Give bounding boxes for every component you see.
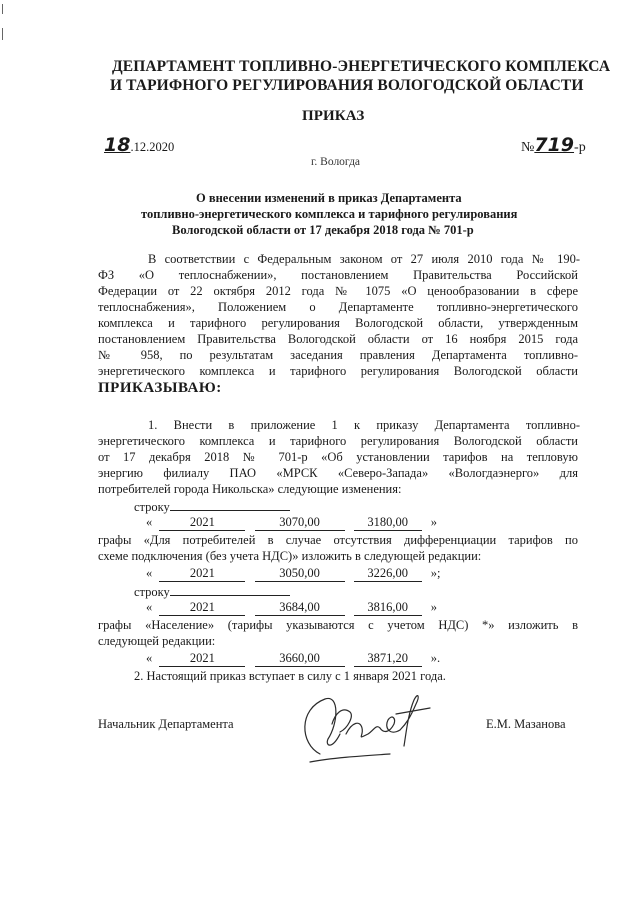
tariff-row xyxy=(146,600,437,616)
tariff-value: 3816,00 xyxy=(354,600,422,616)
number-prefix: № xyxy=(521,140,535,155)
city: г. Вологда xyxy=(311,156,361,168)
quote-close: » xyxy=(430,515,437,529)
preamble-line: Федерации от 22 октября 2012 года № 1075 «О ценообразовании в сфере xyxy=(98,284,578,298)
row-word xyxy=(134,584,290,600)
tariff-year: 2021 xyxy=(159,515,245,531)
document-type: ПРИКАЗ xyxy=(302,108,365,124)
item1-line: 1. Внести в приложение 1 к приказу Департамента топливно- xyxy=(148,418,580,432)
underline-blank xyxy=(170,584,290,596)
tariff-value: 3050,00 xyxy=(255,566,345,582)
row-word-text: строку xyxy=(134,500,170,514)
item1-line: энергетического комплекса и тарифного регулирования Вологодской области xyxy=(98,434,578,448)
item1-line: энергию филиалу ПАО «МРСК «Северо-Запада» «Вологдаэнерго» для xyxy=(98,466,578,480)
scan-margin-mark xyxy=(2,28,3,40)
quote-open: « xyxy=(146,515,153,529)
order-word: ПРИКАЗЫВАЮ: xyxy=(98,380,222,396)
row-word xyxy=(134,499,290,515)
preamble-line: теплоснабжения», Положением о Департаменте топливно-энергетического xyxy=(98,300,578,314)
tariff-year: 2021 xyxy=(159,600,245,616)
handwritten-signature xyxy=(280,684,460,774)
row-word-text: строку xyxy=(134,585,170,599)
tariff-row xyxy=(146,566,440,582)
number-handwritten: 719 xyxy=(534,134,575,156)
subject-line3: Вологодской области от 17 декабря 2018 года № 701-р xyxy=(172,223,474,237)
quote-close: » xyxy=(430,600,437,614)
tariff-value: 3871,20 xyxy=(354,651,422,667)
preamble-line: ФЗ «О теплоснабжении», постановлением Правительства Российской xyxy=(98,268,578,282)
document-number xyxy=(521,134,586,156)
tariff-year: 2021 xyxy=(159,566,245,582)
tariff-value: 3226,00 xyxy=(354,566,422,582)
item1-line: от 17 декабря 2018 № 701-р «Об установлении тарифов на тепловую xyxy=(98,450,578,464)
scan-margin-mark xyxy=(2,4,3,14)
preamble-line: В соответствии с Федеральным законом от 27 июля 2010 года № 190- xyxy=(148,252,580,266)
quote-close: »; xyxy=(430,566,441,580)
tariff-value: 3070,00 xyxy=(255,515,345,531)
quote-close: ». xyxy=(430,651,441,665)
preamble-line: постановлением Правительства Вологодской области от 16 ноября 2015 года xyxy=(98,332,578,346)
date-day-handwritten: 18 xyxy=(104,134,131,156)
preamble-line: комплекса и тарифного регулирования Вологодской области, утвержденным xyxy=(98,316,578,330)
quote-open: « xyxy=(146,651,153,665)
tariff-value: 3660,00 xyxy=(255,651,345,667)
quote-open: « xyxy=(146,600,153,614)
org-name-line1: ДЕПАРТАМЕНТ ТОПЛИВНО-ЭНЕРГЕТИЧЕСКОГО КОМПЛЕКСА xyxy=(112,58,611,75)
graph2-line: следующей редакции: xyxy=(98,634,216,648)
org-name-line2: И ТАРИФНОГО РЕГУЛИРОВАНИЯ ВОЛОГОДСКОЙ ОБЛАСТИ xyxy=(110,77,584,94)
quote-open: « xyxy=(146,566,153,580)
tariff-value: 3180,00 xyxy=(354,515,422,531)
subject-line1: О внесении изменений в приказ Департамента xyxy=(196,191,462,205)
item1-line: потребителей города Никольска» следующие изменения: xyxy=(98,482,402,496)
tariff-year: 2021 xyxy=(159,651,245,667)
graph2-line: графы «Население» (тарифы указываются с учетом НДС) *» изложить в xyxy=(98,618,578,632)
tariff-row xyxy=(146,515,437,531)
underline-blank xyxy=(170,499,290,511)
tariff-row xyxy=(146,651,440,667)
document-date xyxy=(104,134,174,156)
number-suffix: -р xyxy=(574,140,586,155)
signatory-name: Е.М. Мазанова xyxy=(486,717,566,731)
graph1-line: графы «Для потребителей в случае отсутствия дифференциации тарифов по xyxy=(98,533,578,547)
item2: 2. Настоящий приказ вступает в силу с 1 января 2021 года. xyxy=(134,669,446,683)
signature-position: Начальник Департамента xyxy=(98,717,234,731)
subject-line2: топливно-энергетического комплекса и тарифного регулирования xyxy=(141,207,518,221)
tariff-value: 3684,00 xyxy=(255,600,345,616)
date-rest: .12.2020 xyxy=(130,140,175,154)
preamble-line: энергетического комплекса и тарифного регулирования Вологодской области xyxy=(98,364,578,378)
preamble-line: № 958, по результатам заседания правления Департамента топливно- xyxy=(98,348,578,362)
graph1-line: схеме подключения (без учета НДС)» изложить в следующей редакции: xyxy=(98,549,482,563)
